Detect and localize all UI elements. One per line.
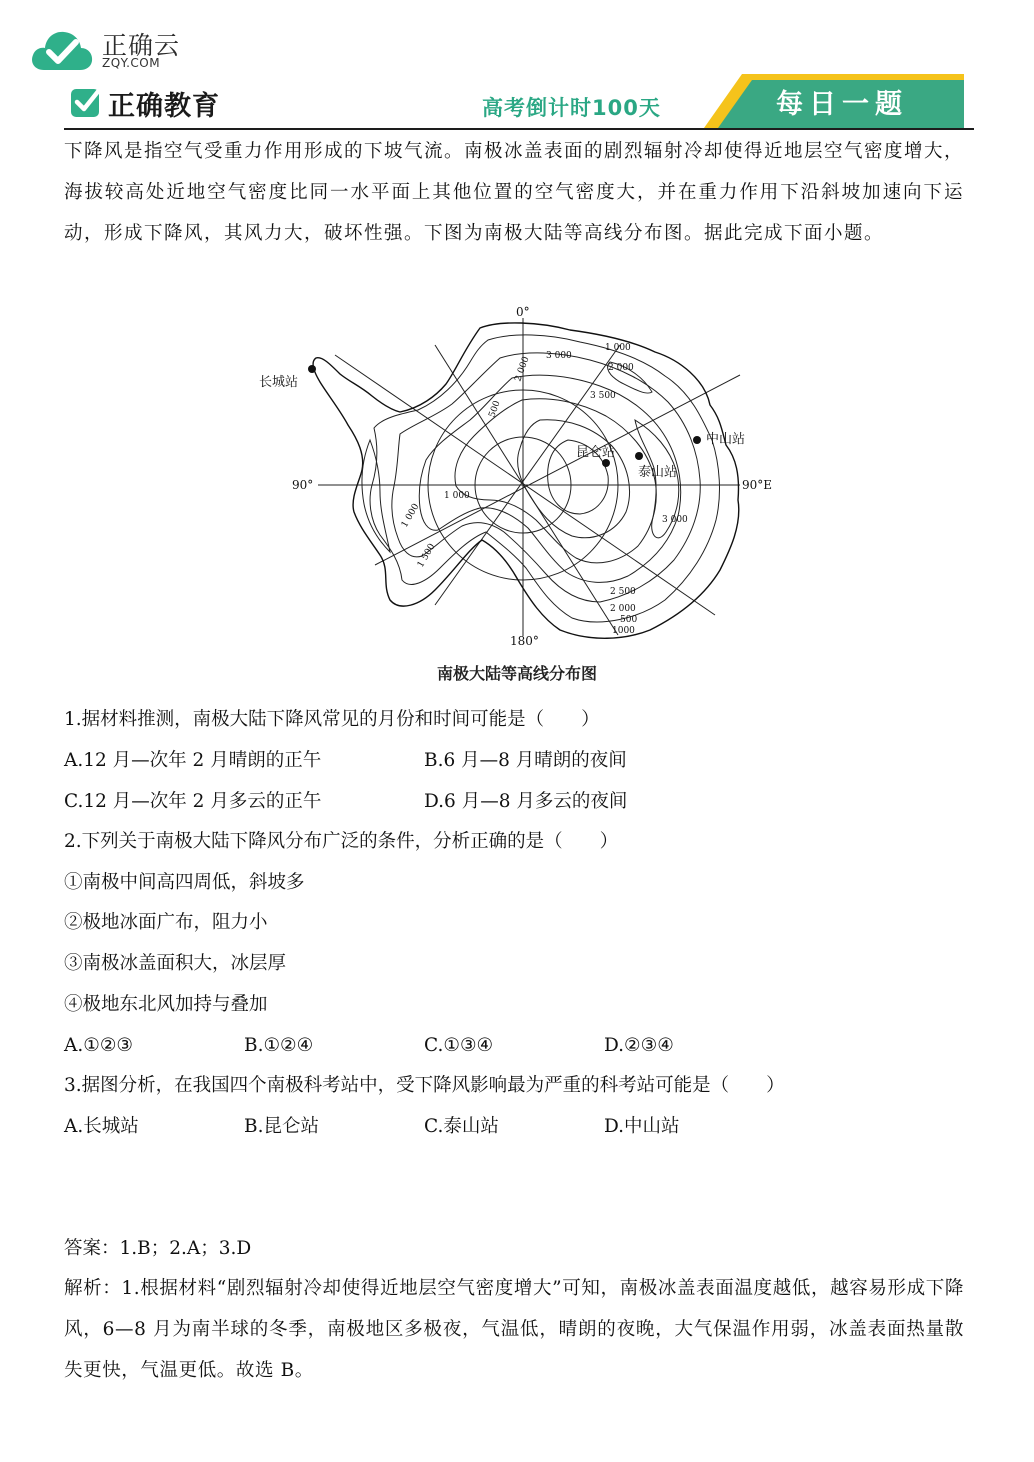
q3-option-a[interactable]: A.长城站 (64, 1116, 139, 1137)
label-zhongshan: 中山站 (706, 432, 746, 447)
q1-stem: 1.据材料推测，南极大陆下降风常见的月份和时间可能是（ ） (64, 709, 600, 730)
q2-stem: 2.下列关于南极大陆下降风分布广泛的条件，分析正确的是（ ） (64, 831, 619, 852)
label-east: 90°E (742, 478, 773, 492)
contour-label-1500: 1 500 (415, 542, 438, 570)
q2-item-4: ④极地东北风加持与叠加 (64, 994, 268, 1015)
brand-logo (30, 22, 230, 74)
contour-label-3000b: 3 000 (662, 515, 688, 525)
contour-label-1000d: 1000 (612, 626, 635, 636)
contour-label-2000b: 2 000 (513, 355, 532, 384)
contour-label-3500: 3 500 (590, 391, 616, 401)
analysis-paragraph: 解析：1.根据材料“剧烈辐射冷却使得近地层空气密度增大”可知，南极冰盖表面温度越低，越容易形成下降风，6—8 月为南半球的冬季，南极地区多极夜，气温低，晴朗的夜晚，大气保温作用弱，冰盖表面热量散失更快，气温更低。故选 B。 (64, 1278, 964, 1381)
edu-name: 正确教育 (108, 91, 220, 122)
q1-option-a[interactable]: A.12 月—次年 2 月晴朗的正午 (64, 750, 322, 771)
intro-paragraph: 下降风是指空气受重力作用形成的下坡气流。南极冰盖表面的剧烈辐射冷却使得近地层空气密度增大，海拔较高处近地空气密度比同一水平面上其他位置的空气密度大，并在重力作用下沿斜坡加速向下运动，形成下降风，其风力大，破坏性强。下图为南极大陆等高线分布图。据此完成下面小题。 (64, 141, 965, 244)
q2-item-3: ③南极冰盖面积大，冰层厚 (64, 953, 287, 974)
countdown-text: 高考倒计时100天 (482, 96, 661, 120)
contour-label-2000a: 2 000 (608, 363, 634, 373)
contour-label-2000c: 2 000 (610, 604, 636, 614)
brand-domain: ZQY.COM (102, 56, 161, 70)
label-west: 90° (292, 478, 314, 492)
q3-option-c[interactable]: C.泰山站 (424, 1116, 499, 1137)
q3-option-d[interactable]: D.中山站 (604, 1116, 680, 1137)
contour-label-500a: 500 (487, 399, 503, 420)
map-caption: 南极大陆等高线分布图 (436, 664, 597, 683)
q2-item-2: ②极地冰面广布，阻力小 (64, 912, 268, 933)
label-kunlun: 昆仑站 (576, 445, 616, 460)
q2-option-d[interactable]: D.②③④ (604, 1035, 674, 1056)
q2-option-c[interactable]: C.①③④ (424, 1035, 494, 1056)
q3-stem: 3.据图分析，在我国四个南极科考站中，受下降风影响最为严重的科考站可能是（ ） (64, 1075, 785, 1096)
label-south: 180° (510, 634, 539, 648)
q1-option-d[interactable]: D.6 月—8 月多云的夜间 (424, 791, 628, 812)
label-north: 0° (516, 305, 530, 319)
contour-label-3000a: 3 000 (546, 351, 572, 361)
q3-option-b[interactable]: B.昆仑站 (244, 1116, 319, 1137)
check-box-icon (70, 86, 102, 118)
brand-name: 正确云 (102, 31, 181, 60)
cloud-check-icon (30, 28, 94, 72)
antarctica-contour-map (250, 300, 790, 660)
contour-label-500b: 500 (620, 615, 638, 625)
q2-option-b[interactable]: B.①②④ (244, 1035, 314, 1056)
contour-label-1000b: 1 000 (444, 491, 470, 501)
header-rule (64, 128, 974, 130)
daily-title: 每日一题 (776, 89, 908, 120)
answer-line: 答案：1.B；2.A；3.D (64, 1238, 252, 1259)
contour-label-1000c: 1 000 (399, 502, 422, 530)
q2-item-1: ①南极中间高四周低，斜坡多 (64, 872, 305, 893)
label-taishan: 泰山站 (638, 465, 678, 480)
header-band (64, 74, 974, 130)
q1-option-c[interactable]: C.12 月—次年 2 月多云的正午 (64, 791, 322, 812)
contour-label-2500: 2 500 (610, 587, 636, 597)
q1-option-b[interactable]: B.6 月—8 月晴朗的夜间 (424, 750, 627, 771)
contour-label-1000a: 1 000 (605, 343, 631, 353)
q2-option-a[interactable]: A.①②③ (64, 1035, 133, 1056)
label-greatwall: 长城站 (259, 375, 299, 390)
